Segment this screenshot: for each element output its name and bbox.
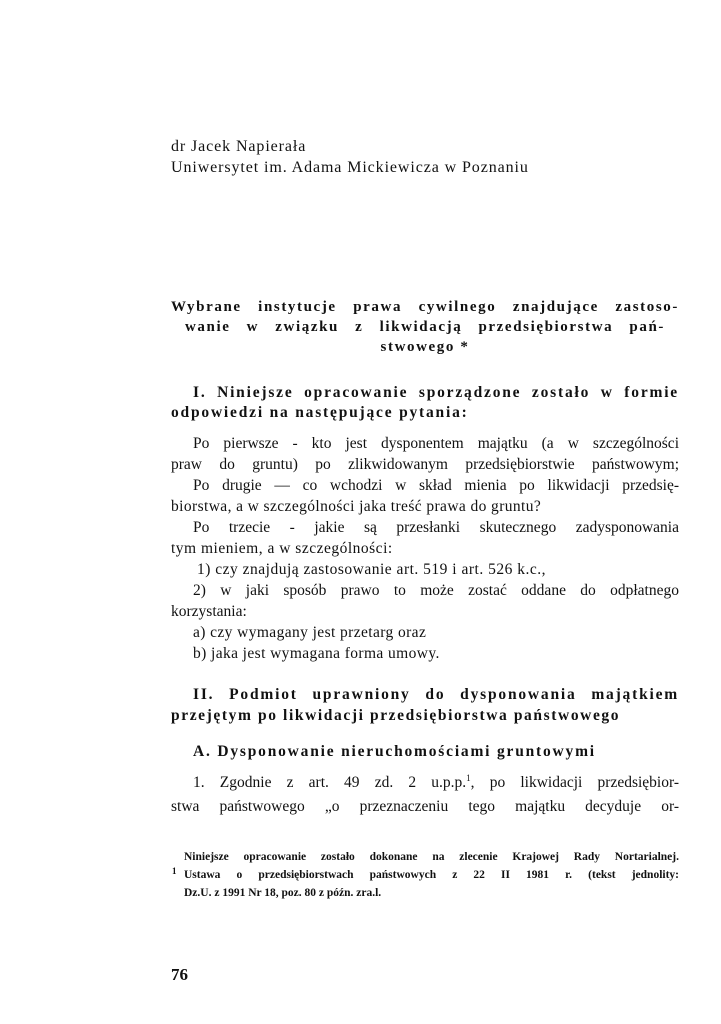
body-line: korzystania: [171,603,247,620]
body-line: biorstwa, a w szczególności jaka treść prawa do gruntu? [171,498,542,515]
title-line-2: wanie w związku z likwidacją przedsiębiorstwa pań- [185,319,665,335]
body-line: praw do gruntu) po zlikwidowanym przedsiębiorstwie państwowym; [171,456,679,473]
section-2-heading-line-2: przejętym po likwidacji przedsiębiorstwa państwowego [171,707,621,724]
body-line: Po pierwsze - kto jest dysponentem majątku (a w szczególności [193,435,679,452]
section-1-heading-line-1: I. Niniejsze opracowanie sporządzone zostało w formie [193,384,679,401]
section-1-heading-line-2: odpowiedzi na następujące pytania: [171,404,469,421]
footnote-1-line-1: Ustawa o przedsiębiorstwach państwowych z 22 II 1981 r. (tekst jednolity: [184,869,679,881]
footnote-1-mark: 1 [172,866,177,876]
body-line: stwa państwowego „o przeznaczeniu tego majątku decyduje or- [171,798,679,815]
article-title [171,297,679,357]
body-line: Po trzecie - jakie są przesłanki skutecznego zadysponowania [193,519,679,536]
title-line-1: Wybrane instytucje prawa cywilnego znajdujące zastoso- [171,299,679,315]
footnote-ref: 1 [466,772,471,783]
subsection-a-heading: A. Dysponowanie nieruchomościami gruntowymi [193,743,596,760]
footnote-star: Niniejsze opracowanie zostało dokonane na zlecenie Krajowej Rady Nortarialnej. [184,851,679,863]
list-item: 2) w jaki sposób prawo to może zostać oddane do odpłatnego [193,582,679,599]
list-item: 1) czy znajdują zastosowanie art. 519 i art. 526 k.c., [197,561,546,578]
footnote-1-line-2: Dz.U. z 1991 Nr 18, poz. 80 z późn. zra.l. [184,887,382,899]
page-number: 76 [171,965,188,984]
author-affiliation: Uniwersytet im. Adama Mickiewicza w Poznaniu [171,159,529,176]
body-line: 1. Zgodnie z art. 49 zd. 2 u.p.p.$^1$, po likwidacji przedsiębior- [193,772,679,791]
section-2-heading-line-1: II. Podmiot uprawniony do dysponowania majątkiem [193,686,679,703]
list-item: a) czy wymagany jest przetarg oraz [193,624,427,641]
title-line-3: stwowego * [380,339,470,355]
author-name: dr Jacek Napierała [171,138,307,155]
body-line: tym mieniem, a w szczególności: [171,540,393,557]
list-item: b) jaka jest wymagana forma umowy. [193,645,440,662]
body-line: Po drugie — co wchodzi w skład mienia po likwidacji przedsię- [193,477,679,494]
